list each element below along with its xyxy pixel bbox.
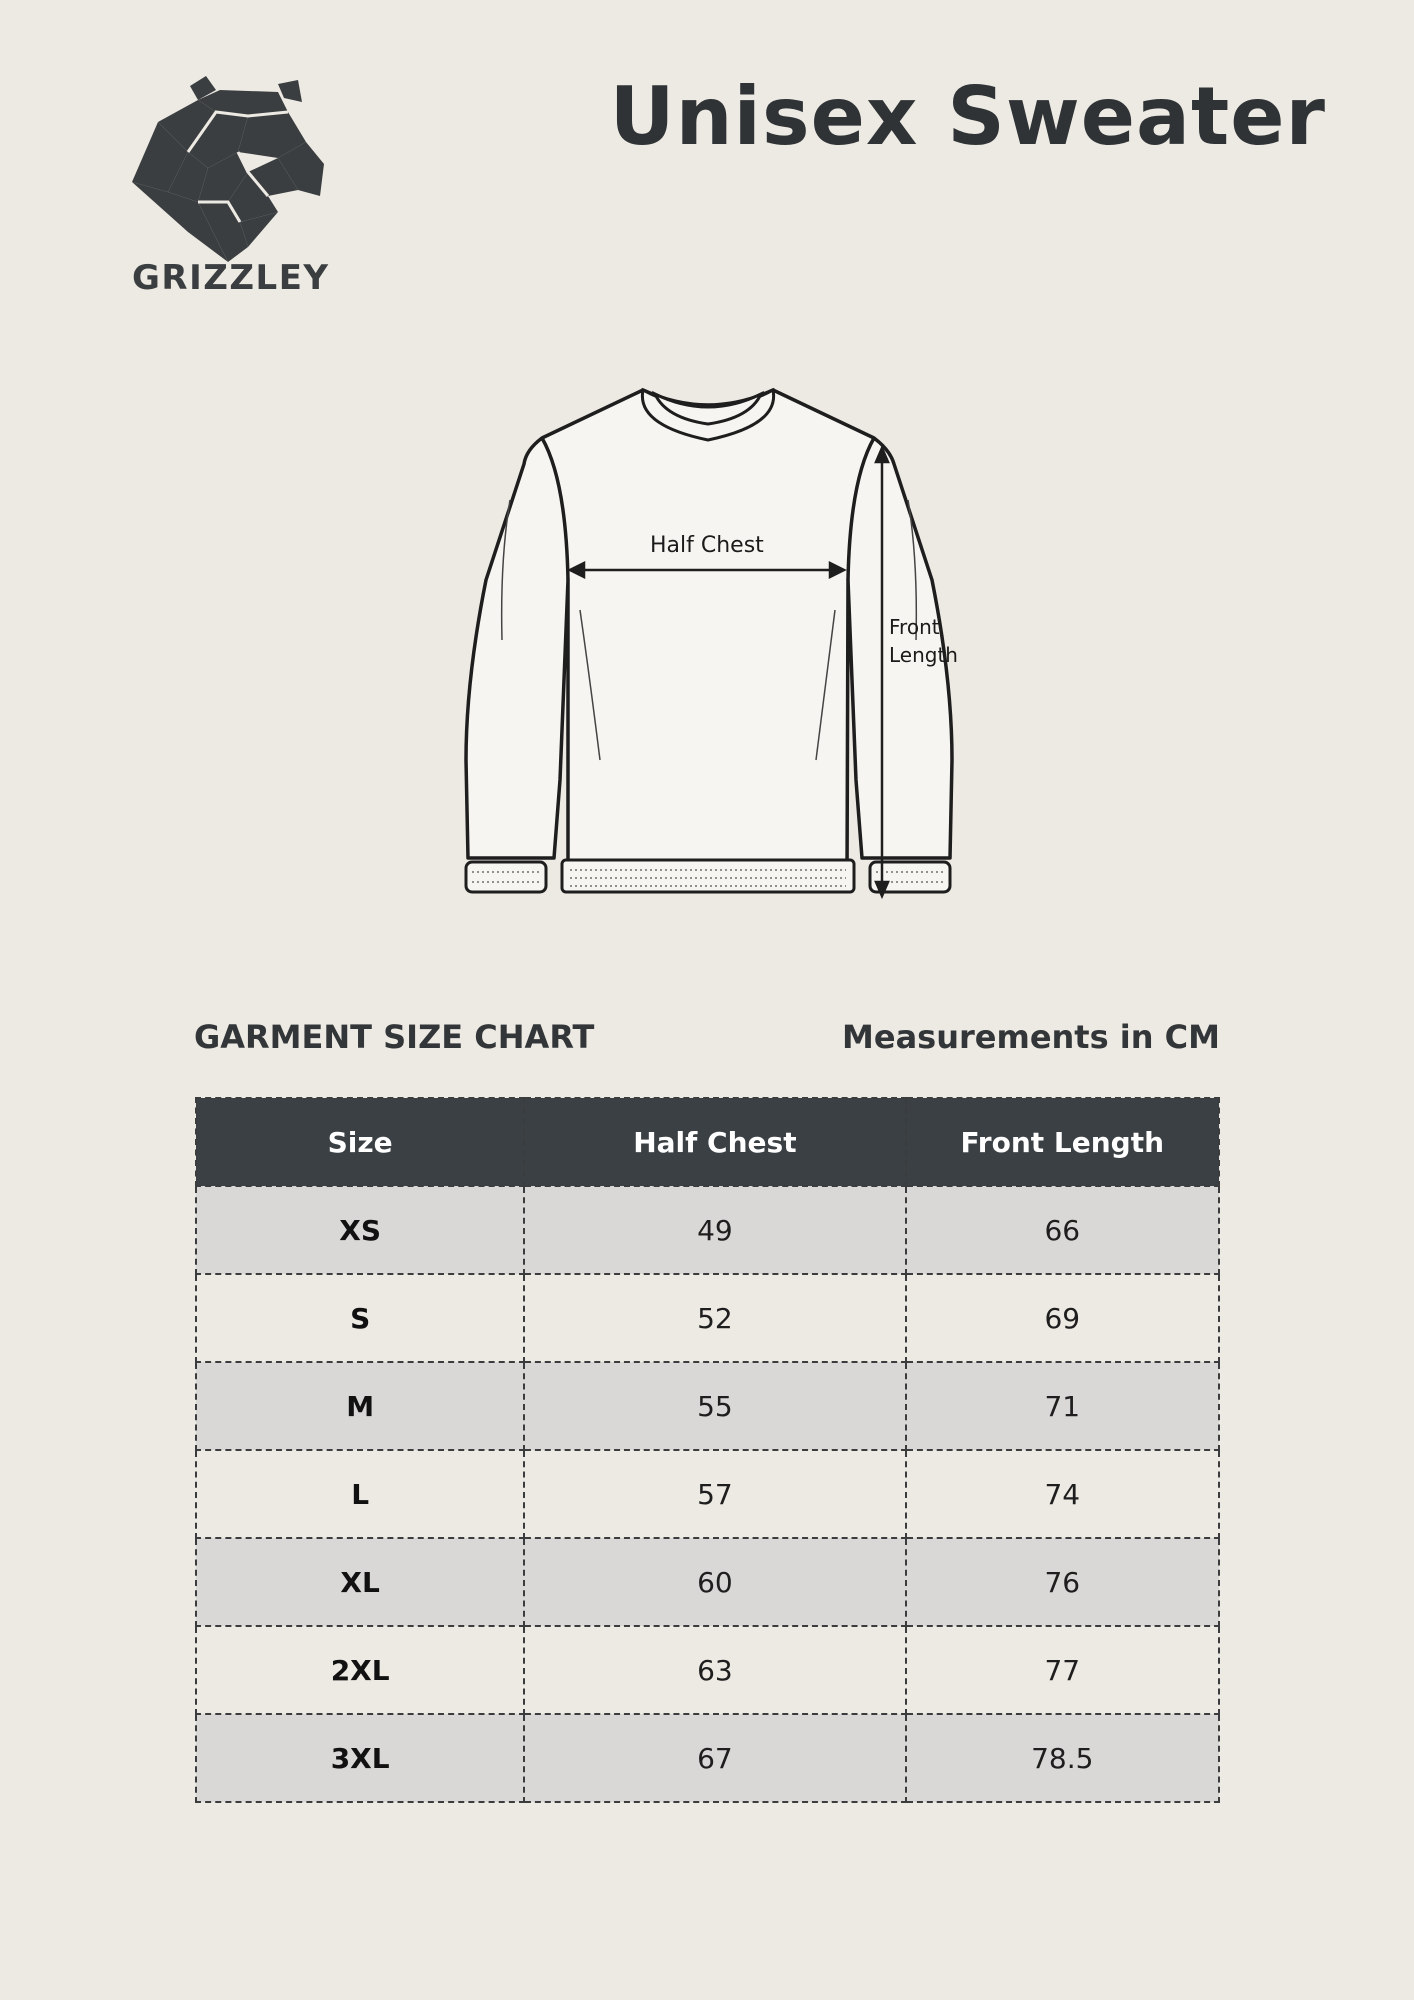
table-row (196, 1274, 1219, 1362)
table-row (196, 1362, 1219, 1450)
cell-front-length: 77 (906, 1626, 1219, 1714)
col-header-front-length: Front Length (906, 1098, 1219, 1186)
cell-half-chest: 60 (524, 1538, 905, 1626)
cell-size: 3XL (196, 1714, 524, 1802)
half-chest-label: Half Chest (650, 533, 764, 558)
table-header-row (196, 1098, 1219, 1186)
col-header-size: Size (196, 1098, 524, 1186)
cell-front-length: 66 (906, 1186, 1219, 1274)
front-length-label-line2: Length (889, 643, 958, 667)
size-table (195, 1097, 1220, 1803)
cell-front-length: 71 (906, 1362, 1219, 1450)
table-row (196, 1186, 1219, 1274)
cell-front-length: 78.5 (906, 1714, 1219, 1802)
table-row (196, 1538, 1219, 1626)
front-length-label (889, 613, 958, 669)
cell-size: 2XL (196, 1626, 524, 1714)
brand-name: GRIZZLEY (132, 258, 330, 298)
cell-size: L (196, 1450, 524, 1538)
cell-half-chest: 55 (524, 1362, 905, 1450)
table-row (196, 1450, 1219, 1538)
cell-front-length: 69 (906, 1274, 1219, 1362)
table-row (196, 1714, 1219, 1802)
cell-half-chest: 57 (524, 1450, 905, 1538)
cell-half-chest: 63 (524, 1626, 905, 1714)
page-title: Unisex Sweater (609, 70, 1326, 163)
bear-head-icon (128, 72, 328, 272)
units-note: Measurements in CM (842, 1018, 1220, 1056)
cell-half-chest: 52 (524, 1274, 905, 1362)
cell-size: S (196, 1274, 524, 1362)
cell-front-length: 74 (906, 1450, 1219, 1538)
cell-front-length: 76 (906, 1538, 1219, 1626)
table-row (196, 1626, 1219, 1714)
cell-size: XS (196, 1186, 524, 1274)
cell-half-chest: 49 (524, 1186, 905, 1274)
cell-half-chest: 67 (524, 1714, 905, 1802)
cell-size: M (196, 1362, 524, 1450)
cell-size: XL (196, 1538, 524, 1626)
front-length-label-line1: Front (889, 615, 940, 639)
col-header-half-chest: Half Chest (524, 1098, 905, 1186)
size-chart-title: GARMENT SIZE CHART (194, 1018, 595, 1056)
